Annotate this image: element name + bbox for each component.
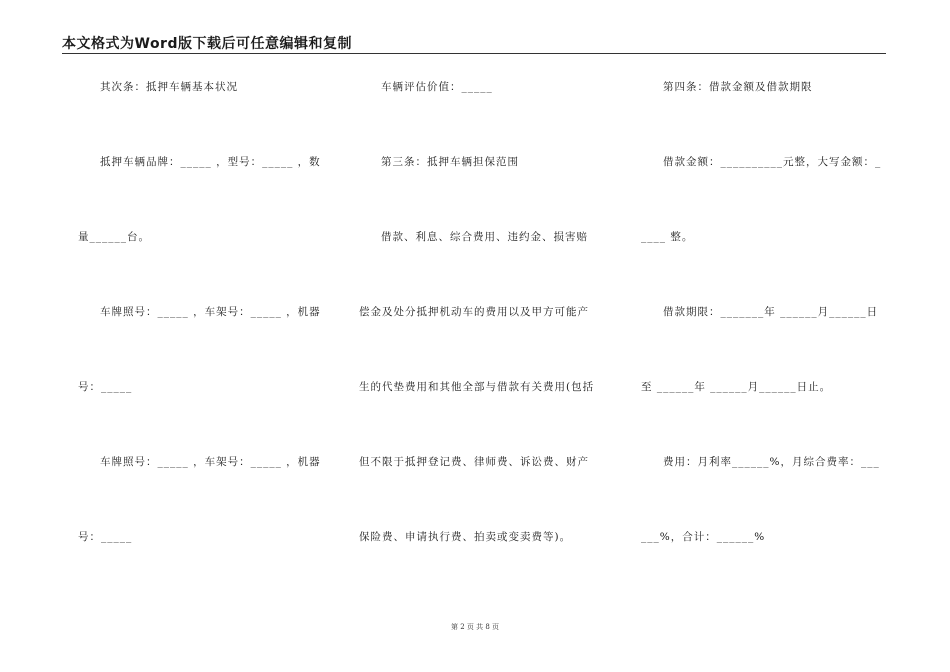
col2-line-5: 生的代垫费用和其他全部与借款有关费用(包括	[359, 381, 595, 393]
col2-line-1: 车辆评估价值：_____	[381, 81, 493, 93]
col1-line-1: 其次条：抵押车辆基本状况	[100, 81, 238, 93]
col2-line-7: 保险费、申请执行费、拍卖或变卖费等)。	[359, 531, 572, 543]
col2-line-4: 偿金及处分抵押机动车的费用以及甲方可能产	[359, 306, 589, 318]
col1-line-4: 车牌照号：_____ ，车架号：_____ ，机器	[100, 306, 321, 318]
col2-line-2: 第三条：抵押车辆担保范围	[381, 156, 519, 168]
col2-line-6: 但不限于抵押登记费、律师费、诉讼费、财产	[359, 456, 589, 468]
col3-line-1: 第四条：借款金额及借款期限	[663, 81, 813, 93]
col1-line-5: 号：_____	[78, 381, 133, 393]
page-number: 第 2 页 共 8 页	[450, 623, 500, 631]
col3-line-3: ____ 整。	[641, 231, 694, 243]
col1-line-3: 量______台。	[78, 231, 150, 243]
col3-line-2: 借款金额：__________元整，大写金额：_	[663, 156, 882, 168]
header-divider	[62, 53, 886, 54]
col1-line-7: 号：_____	[78, 531, 133, 543]
col3-line-7: ___%，合计：______%	[641, 531, 766, 543]
col3-line-5: 至 ______年 ______月______日止。	[641, 381, 832, 393]
col2-line-3: 借款、利息、综合费用、违约金、损害赔	[381, 231, 588, 243]
document-header-title: 本文格式为Word版下载后可任意编辑和复制	[62, 36, 352, 52]
col1-line-6: 车牌照号：_____ ，车架号：_____ ，机器	[100, 456, 321, 468]
col1-line-2: 抵押车辆品牌：_____ ，型号：_____ ，数	[100, 156, 321, 168]
col3-line-4: 借款期限：_______年 ______月______日	[663, 306, 879, 318]
col3-line-6: 费用：月利率______%，月综合费率：___	[663, 456, 880, 468]
